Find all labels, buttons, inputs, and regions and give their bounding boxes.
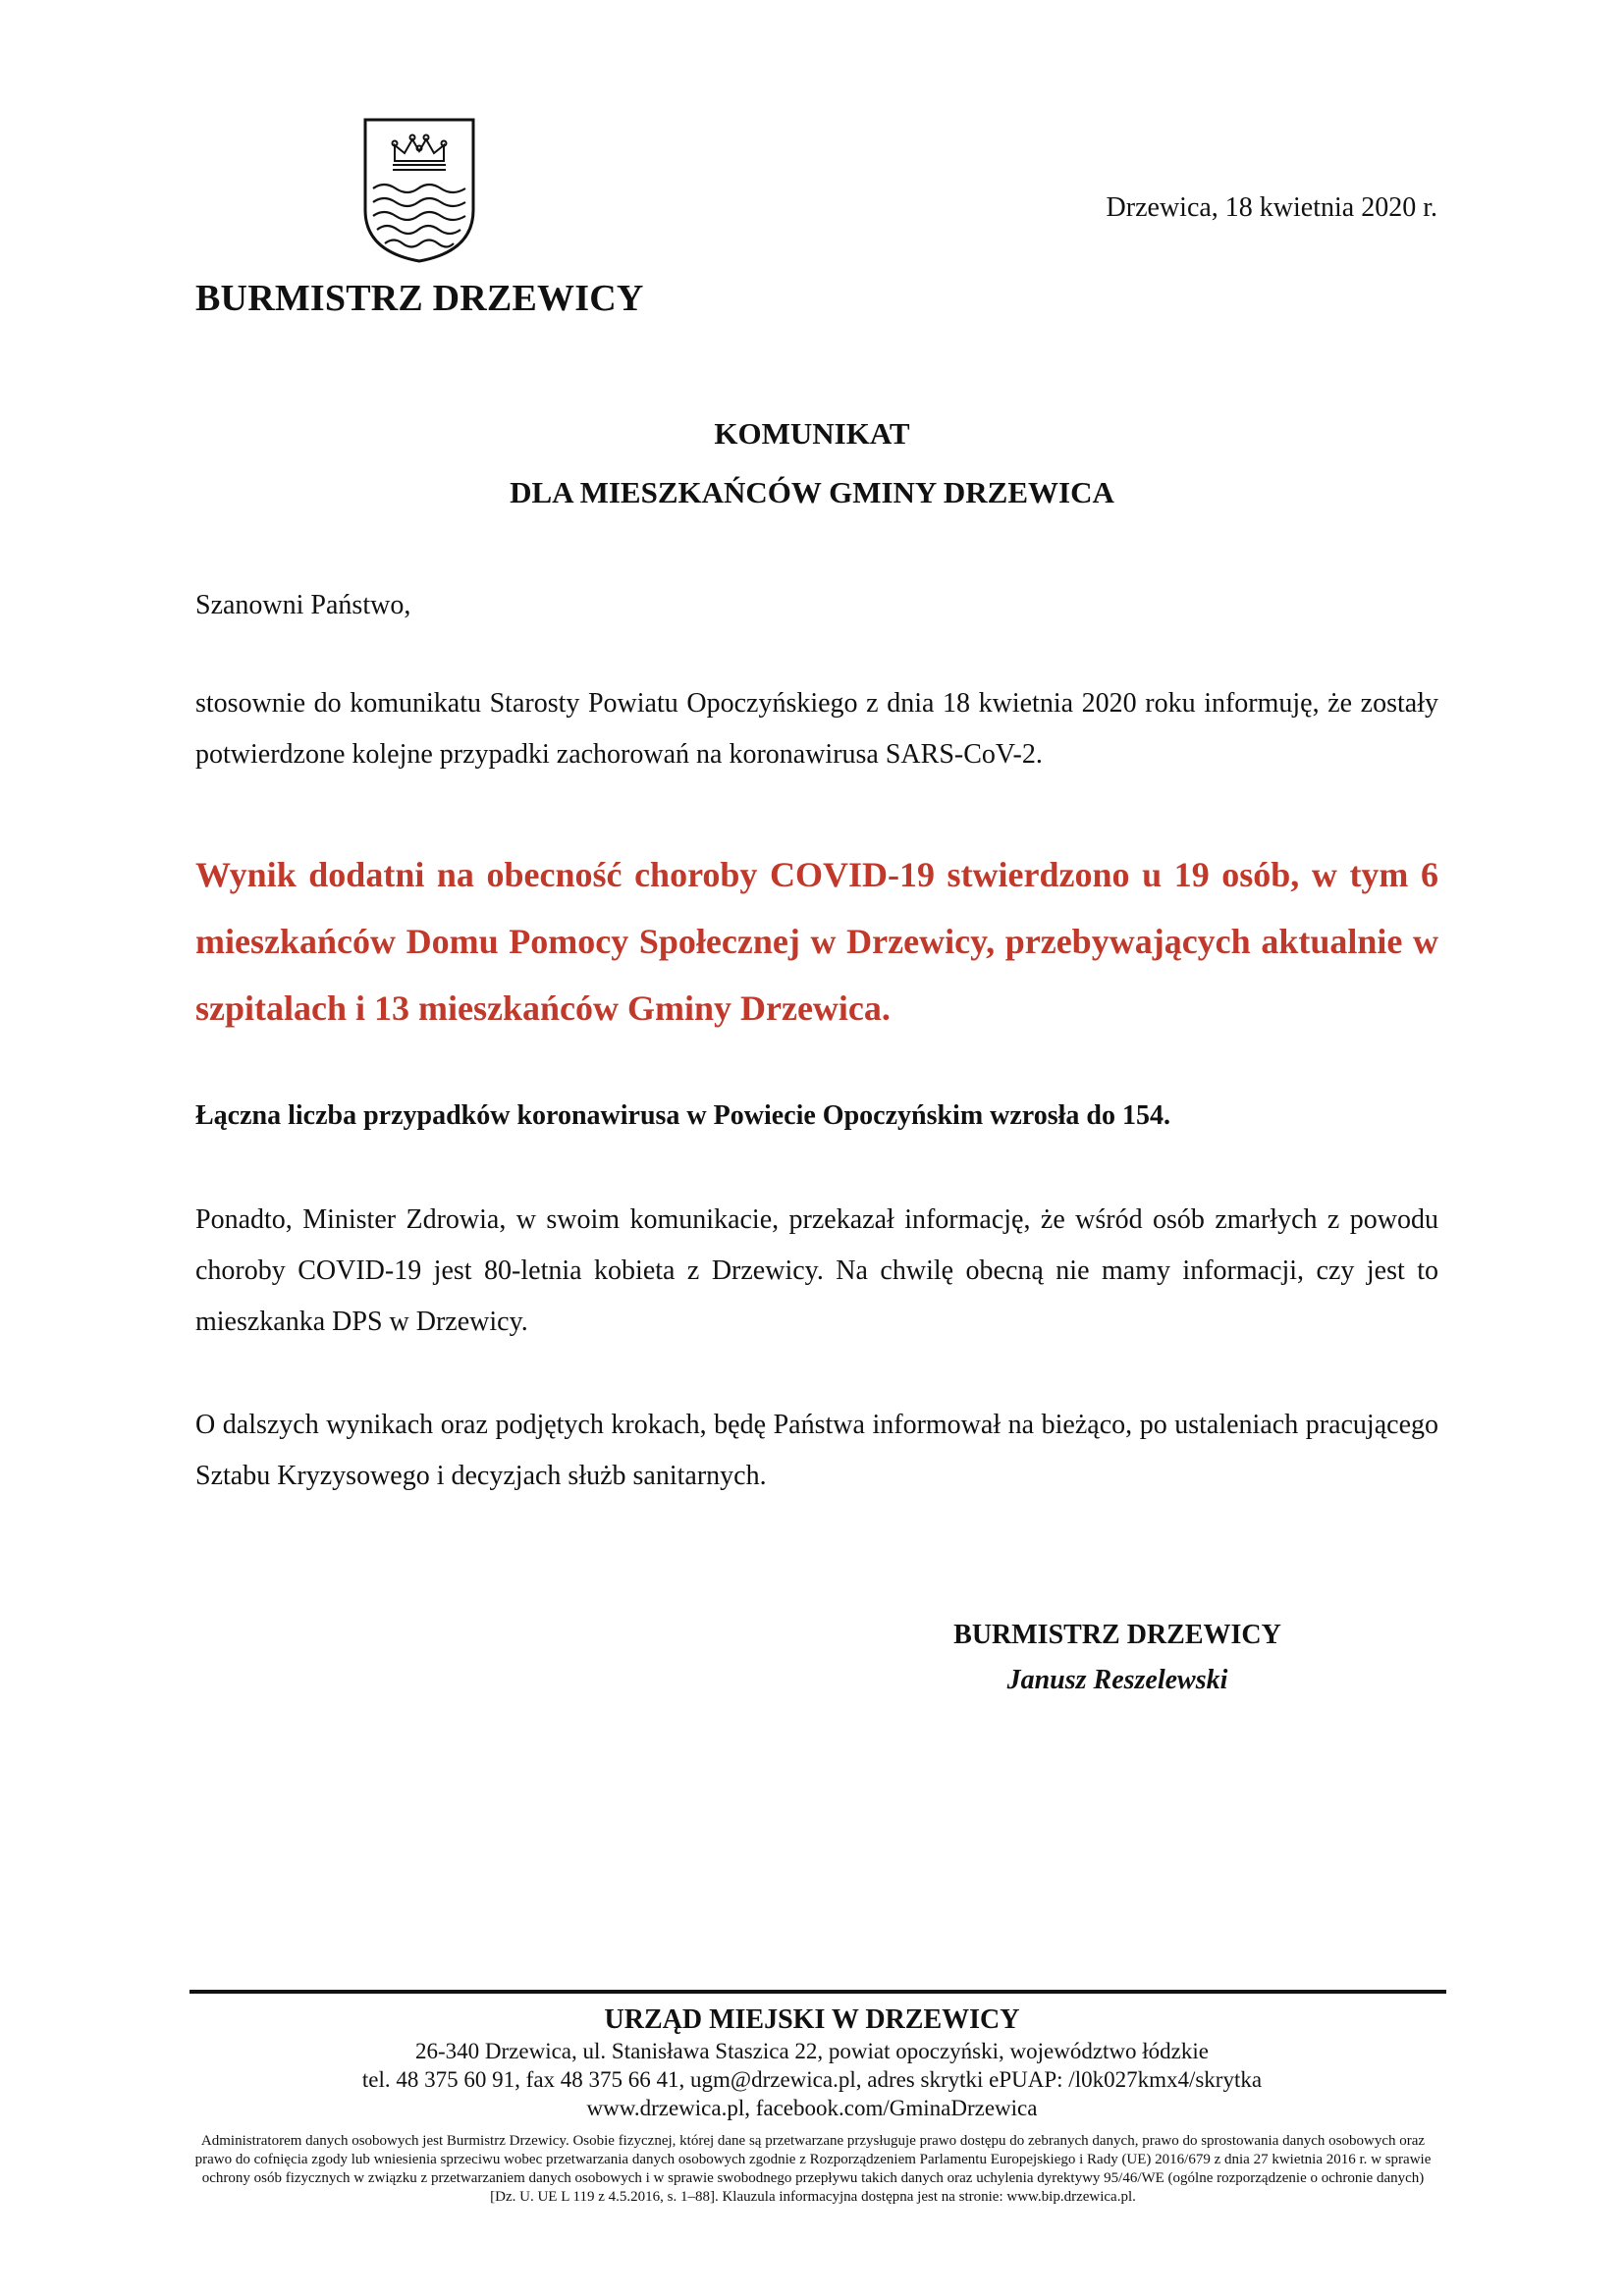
paragraph-intro: stosownie do komunikatu Starosty Powiatu Opoczyńskiego z dnia 18 kwietnia 2020 roku informuję, że zostały potwierdzone kolejne przypadki zachorowań na koronawirusa SARS-CoV-2.: [195, 688, 1438, 770]
highlight-paragraph: Wynik dodatni na obecność choroby COVID-19 stwierdzono u 19 osób, w tym 6 mieszkańców Domu Pomocy Społecznej w Drzewicy, przebywających aktualnie w szpitalach i 13 mieszkańców Gminy Drzewica.: [195, 855, 1438, 1028]
footer-address: 26-340 Drzewica, ul. Stanisława Staszica 22, powiat opoczyński, województwo łódzkie: [415, 2039, 1209, 2063]
document-title: KOMUNIKAT: [714, 416, 910, 451]
paragraph-closing: O dalszych wynikach oraz podjętych krokach, będę Państwa informował na bieżąco, po ustaleniach pracującego Sztabu Kryzysowego i decyzjach służb sanitarnych.: [195, 1410, 1438, 1491]
total-cases-line: Łączna liczba przypadków koronawirusa w Powiecie Opoczyńskim wzrosła do 154.: [195, 1100, 1170, 1131]
footer-contact: tel. 48 375 60 91, fax 48 375 66 41, ugm@drzewica.pl, adres skrytki ePUAP: /l0k027kmx4/skrytka: [361, 2067, 1263, 2092]
coat-of-arms-icon: [361, 116, 477, 265]
paragraph-minister: Ponadto, Minister Zdrowia, w swoim komunikacie, przekazał informację, że wśród osób zmarłych z powodu choroby COVID-19 jest 80-letnia kobieta z Drzewicy. Na chwilę obecną nie mamy informacji, czy jest to mieszkanka DPS w Drzewicy.: [195, 1204, 1438, 1337]
signature-title: BURMISTRZ DRZEWICY: [953, 1620, 1281, 1650]
footer-web: www.drzewica.pl, facebook.com/GminaDrzewica: [586, 2096, 1038, 2120]
footer-gdpr-clause: Administratorem danych osobowych jest Burmistrz Drzewicy. Osobie fizycznej, której dane są przetwarzane przysługuje prawo dostępu do zebranych danych, prawo do sprostowania danych osobowych oraz prawo do cofnięcia zgody lub wniesienia sprzeciwu wobec przetwarzania danych osobowych zgodnie z Rozporządzeniem Parlamentu Europejskiego i Rady (UE) 2016/679 z dnia 27 kwietnia 2016 r. w sprawie ochrony osób fizycznych w związku z przetwarzaniem danych osobowych i w sprawie swobodnego przepływu takich danych oraz uchylenia dyrektywy 95/46/WE (ogólne rozporządzenie o ochronie danych) [Dz. U. UE L 119 z 4.5.2016, s. 1–88]. Klauzula informacyjna dostępna jest na stronie: www.bip.drzewica.pl.: [194, 2133, 1432, 2205]
signature-name: Janusz Reszelewski: [1006, 1665, 1228, 1695]
issuing-authority: BURMISTRZ DRZEWICY: [195, 278, 644, 319]
document-subtitle: DLA MIESZKAŃCÓW GMINY DRZEWICA: [510, 475, 1114, 509]
footer-office-name: URZĄD MIEJSKI W DRZEWICY: [604, 2004, 1020, 2035]
greeting: Szanowni Państwo,: [195, 590, 411, 620]
document-date: Drzewica, 18 kwietnia 2020 r.: [1106, 192, 1437, 223]
footer-divider: [189, 1990, 1446, 1994]
